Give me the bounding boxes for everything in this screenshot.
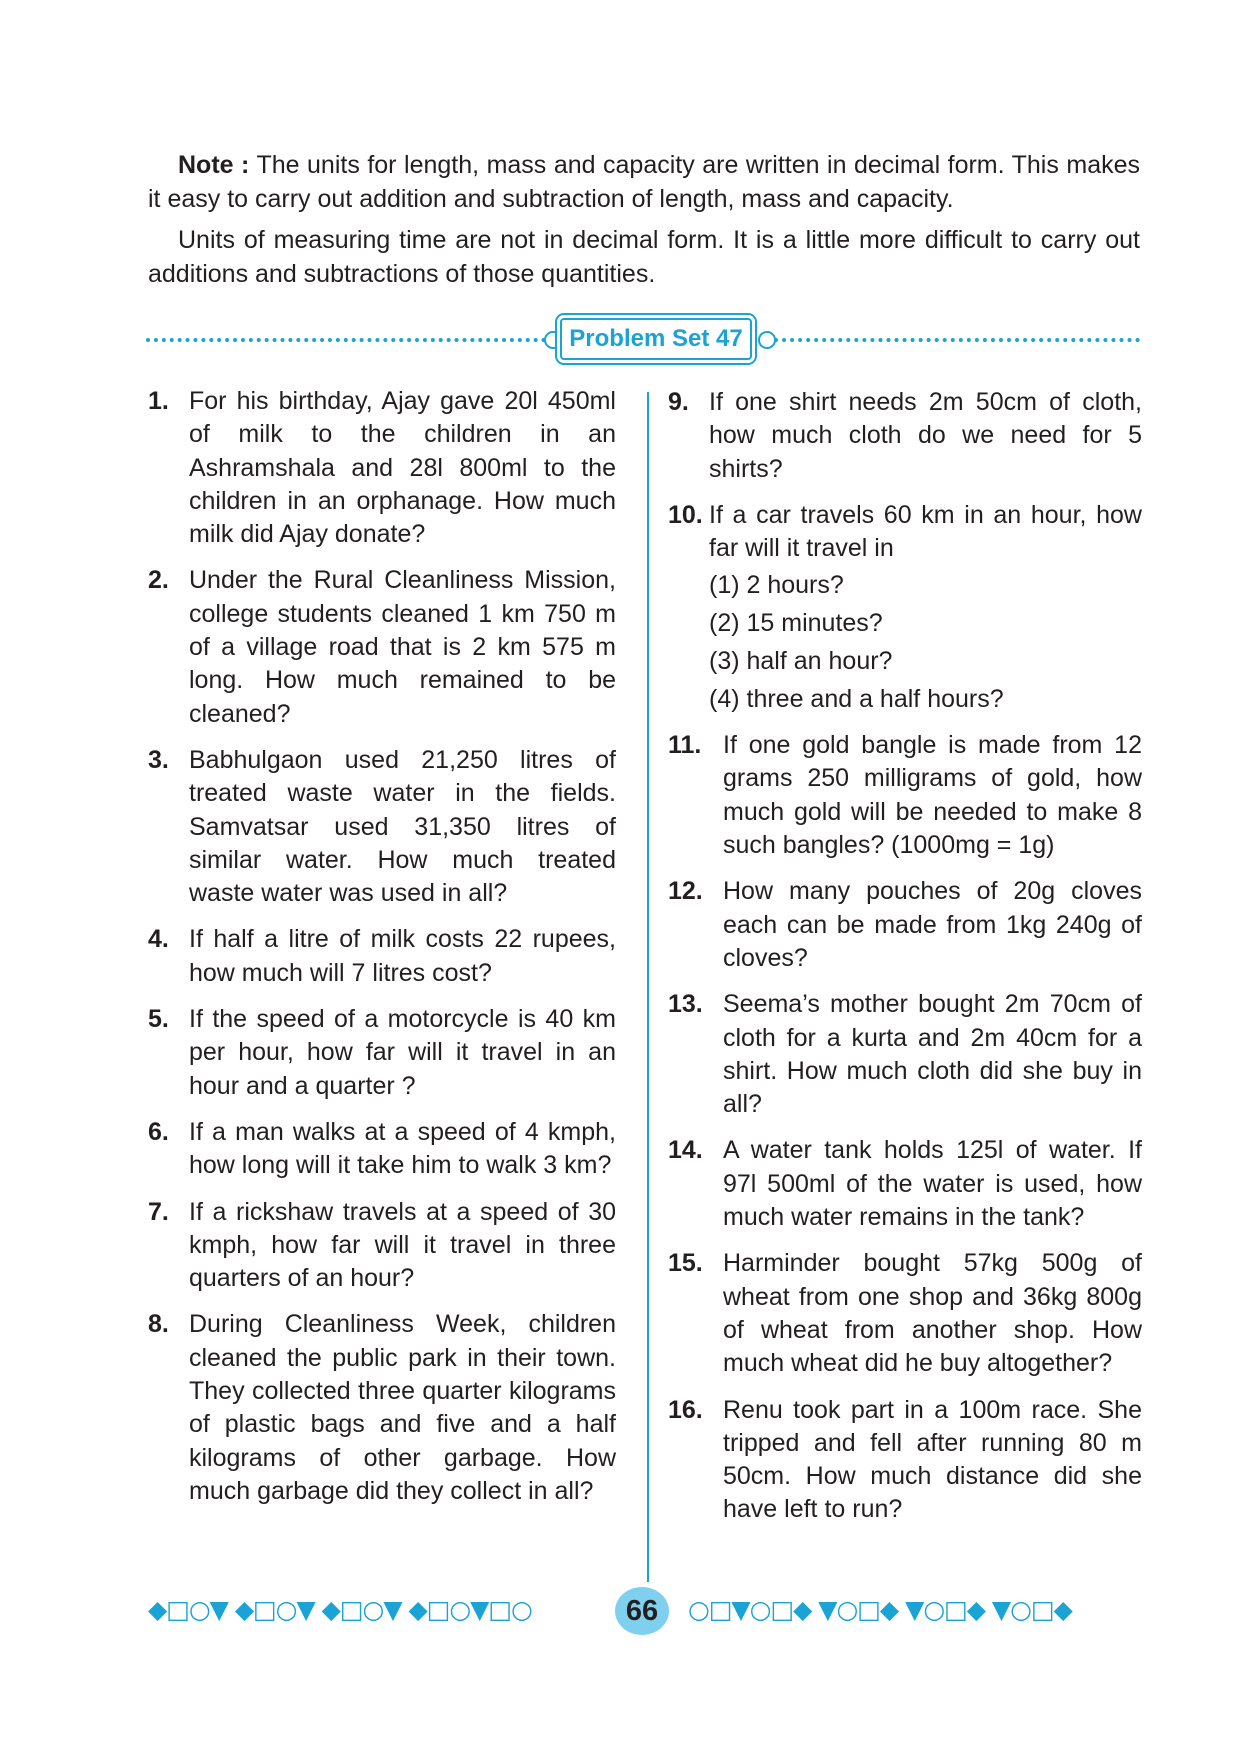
problem-number: 13. xyxy=(668,990,703,1019)
problem-text: Renu took part in a 100m race. She tripped and fell after running 80 m 50cm. How much distance did she have left to run? xyxy=(723,1395,1142,1524)
problem-number: 16. xyxy=(668,1395,703,1424)
problem-item xyxy=(148,1196,616,1296)
problem-text: A water tank holds 125l of water. If 97l 500ml of the water is used, how much water remains in the tank? xyxy=(723,1136,1142,1232)
problem-number: 11. xyxy=(668,731,702,760)
problem-item xyxy=(668,988,1142,1121)
problem-number: 9. xyxy=(668,388,689,416)
problem-set-title: Problem Set 47 xyxy=(560,318,752,360)
problem-number: 3. xyxy=(148,745,169,774)
right-problem-column xyxy=(668,386,1142,1540)
time-units-paragraph: Units of measuring time are not in decimal form. It is a little more difficult to carry out additions and subtractions of those quantities. xyxy=(148,226,1140,288)
problem-option: (1) 2 hours? xyxy=(709,571,844,600)
problem-text: Harminder bought 57kg 500g of wheat from one shop and 36kg 800g of wheat from another shop. How much wheat did he buy altogether? xyxy=(723,1249,1142,1378)
problem-text: If one gold bangle is made from 12 grams 250 milligrams of gold, how much gold will be needed to make 8 such bangles? (1000mg = 1g) xyxy=(723,731,1142,860)
problem-number: 15. xyxy=(668,1249,703,1278)
column-divider xyxy=(647,392,649,1582)
left-problem-column xyxy=(148,385,616,1521)
problem-text: Seema’s mother bought 2m 70cm of cloth for a kurta and 2m 40cm for a shirt. How much cloth did she buy in all? xyxy=(723,990,1142,1119)
note-label: Note : xyxy=(178,151,250,179)
note-section xyxy=(148,148,1140,298)
problem-item xyxy=(148,1003,616,1103)
problem-text: If a man walks at a speed of 4 kmph, how long will it take him to walk 3 km? xyxy=(189,1117,616,1180)
problem-item xyxy=(668,1247,1142,1380)
problem-number: 7. xyxy=(148,1197,169,1226)
problem-item xyxy=(668,499,1142,716)
header-dotted-rule-left xyxy=(146,338,554,342)
problem-text: For his birthday, Ajay gave 20l 450ml of milk to the children in an Ashramshala and 28l 800ml to the children in an orphanage. How much milk did Ajay donate? xyxy=(189,387,616,549)
problem-number: 14. xyxy=(668,1136,703,1165)
problem-option: (4) three and a half hours? xyxy=(709,684,1004,713)
problem-number: 12. xyxy=(668,877,703,906)
problem-item xyxy=(148,564,616,730)
problem-item xyxy=(148,385,616,551)
problem-item xyxy=(148,1308,616,1508)
problem-number: 1. xyxy=(148,387,169,415)
problem-option: (2) 15 minutes? xyxy=(709,609,883,638)
problem-text: How many pouches of 20g cloves each can be made from 1kg 240g of cloves? xyxy=(723,877,1142,972)
problem-item xyxy=(668,386,1142,486)
problem-text: If one shirt needs 2m 50cm of cloth, how much cloth do we need for 5 shirts? xyxy=(709,388,1142,483)
problem-text: If the speed of a motorcycle is 40 km per hour, how far will it travel in an hour and a quarter ? xyxy=(189,1005,616,1100)
note-paragraph xyxy=(148,148,1140,216)
problem-number: 2. xyxy=(148,566,169,595)
problem-option: (3) half an hour? xyxy=(709,647,893,676)
problem-number: 5. xyxy=(148,1005,169,1034)
problem-text: Babhulgaon used 21,250 litres of treated waste water in the fields. Samvatsar used 31,350 litres of similar water. How much treated waste water was used in all? xyxy=(189,745,616,908)
problem-options xyxy=(709,569,1142,716)
problem-text: Under the Rural Cleanliness Mission, college students cleaned 1 km 750 m of a village road that is 2 km 575 m long. How much remained to be cleaned? xyxy=(189,566,616,728)
problem-text: During Cleanliness Week, children cleaned the public park in their town. They collected three quarter kilograms of plastic bags and five and a half kilograms of other garbage. How much garbage did they collect in all? xyxy=(189,1310,616,1505)
problem-text: If a car travels 60 km in an hour, how far will it travel in xyxy=(709,500,1142,563)
problem-number: 4. xyxy=(148,925,169,954)
problem-item xyxy=(148,1116,616,1183)
problem-text: If half a litre of milk costs 22 rupees, how much will 7 litres cost? xyxy=(189,925,616,987)
problem-item xyxy=(668,875,1142,975)
problem-item xyxy=(668,1394,1142,1527)
problem-item xyxy=(148,923,616,990)
footer-ornament-left: ◆□○▼ ◆□○▼ ◆□○▼ ◆□○▼□○ xyxy=(148,1595,532,1624)
page-number: 66 xyxy=(615,1587,669,1635)
note-text: The units for length, mass and capacity are written in decimal form. This makes it easy to carry out addition and subtraction of length, mass and capacity. xyxy=(148,151,1140,213)
problem-set-header xyxy=(146,318,1140,360)
footer-ornament-right: ○□▼○□◆ ▼○□◆ ▼○□◆ ▼○□◆ xyxy=(688,1595,1072,1624)
problem-number: 10. xyxy=(668,500,703,529)
problem-item xyxy=(668,729,1142,862)
page-footer xyxy=(148,1585,1142,1637)
problem-number: 6. xyxy=(148,1117,169,1146)
problem-item xyxy=(148,744,616,910)
header-dotted-rule-right xyxy=(774,338,1140,342)
problem-item xyxy=(668,1134,1142,1234)
problem-text: If a rickshaw travels at a speed of 30 kmph, how far will it travel in three quarters of an hour? xyxy=(189,1197,616,1293)
problem-number: 8. xyxy=(148,1310,169,1339)
